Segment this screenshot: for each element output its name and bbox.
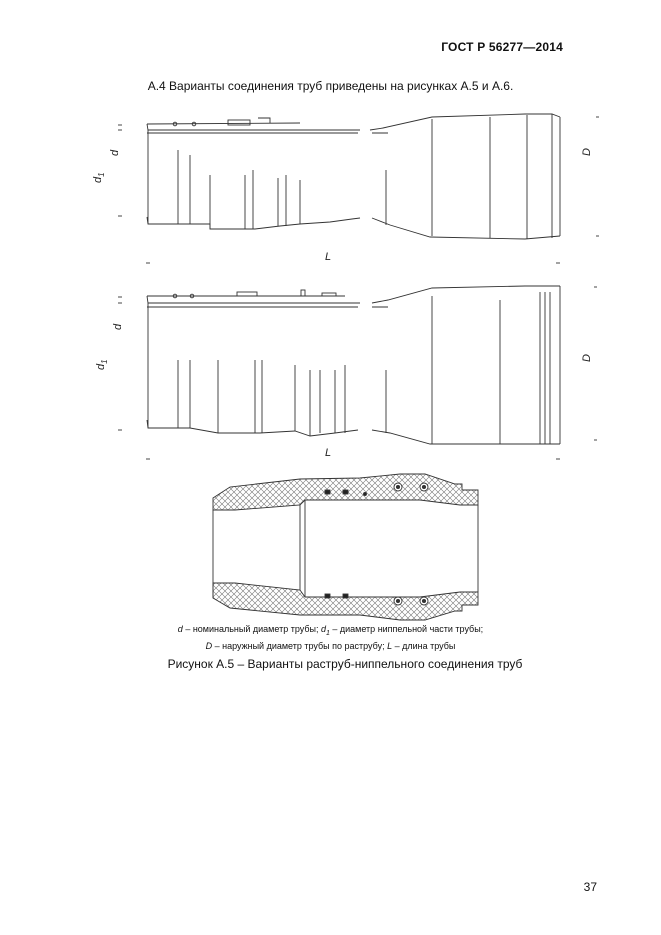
intro-paragraph: А.4 Варианты соединения труб приведены на рисунках А.5 и А.6. (147, 79, 514, 93)
label-L-variant2: L (325, 447, 332, 459)
joint-section-detail (213, 474, 478, 620)
label-d-variant2: d (112, 323, 124, 330)
label-d-variant1: d (109, 149, 121, 156)
label-D-variant1: D (581, 148, 593, 156)
figure-legend (0, 623, 661, 653)
figure-caption: Рисунок А.5 – Варианты раструб-ниппельного соединения труб (167, 657, 523, 671)
label-L-variant1: L (325, 251, 332, 263)
pipe-variant-1 (118, 114, 599, 263)
pipe-variant-2 (118, 286, 597, 459)
legend-line-2: D – наружный диаметр трубы по раструбу; L – длина трубы (205, 640, 456, 651)
document-standard-number: ГОСТ Р 56277—2014 (441, 40, 563, 54)
label-D-variant2: D (581, 354, 593, 362)
page-number: 37 (583, 880, 597, 894)
label-d1-variant2: $d_1$ (95, 359, 109, 370)
label-d1-variant1: $d_1$ (92, 172, 106, 183)
legend-line-1: d – номинальный диаметр трубы; $d_1$ – диаметр ниппельной части трубы; (177, 624, 484, 637)
